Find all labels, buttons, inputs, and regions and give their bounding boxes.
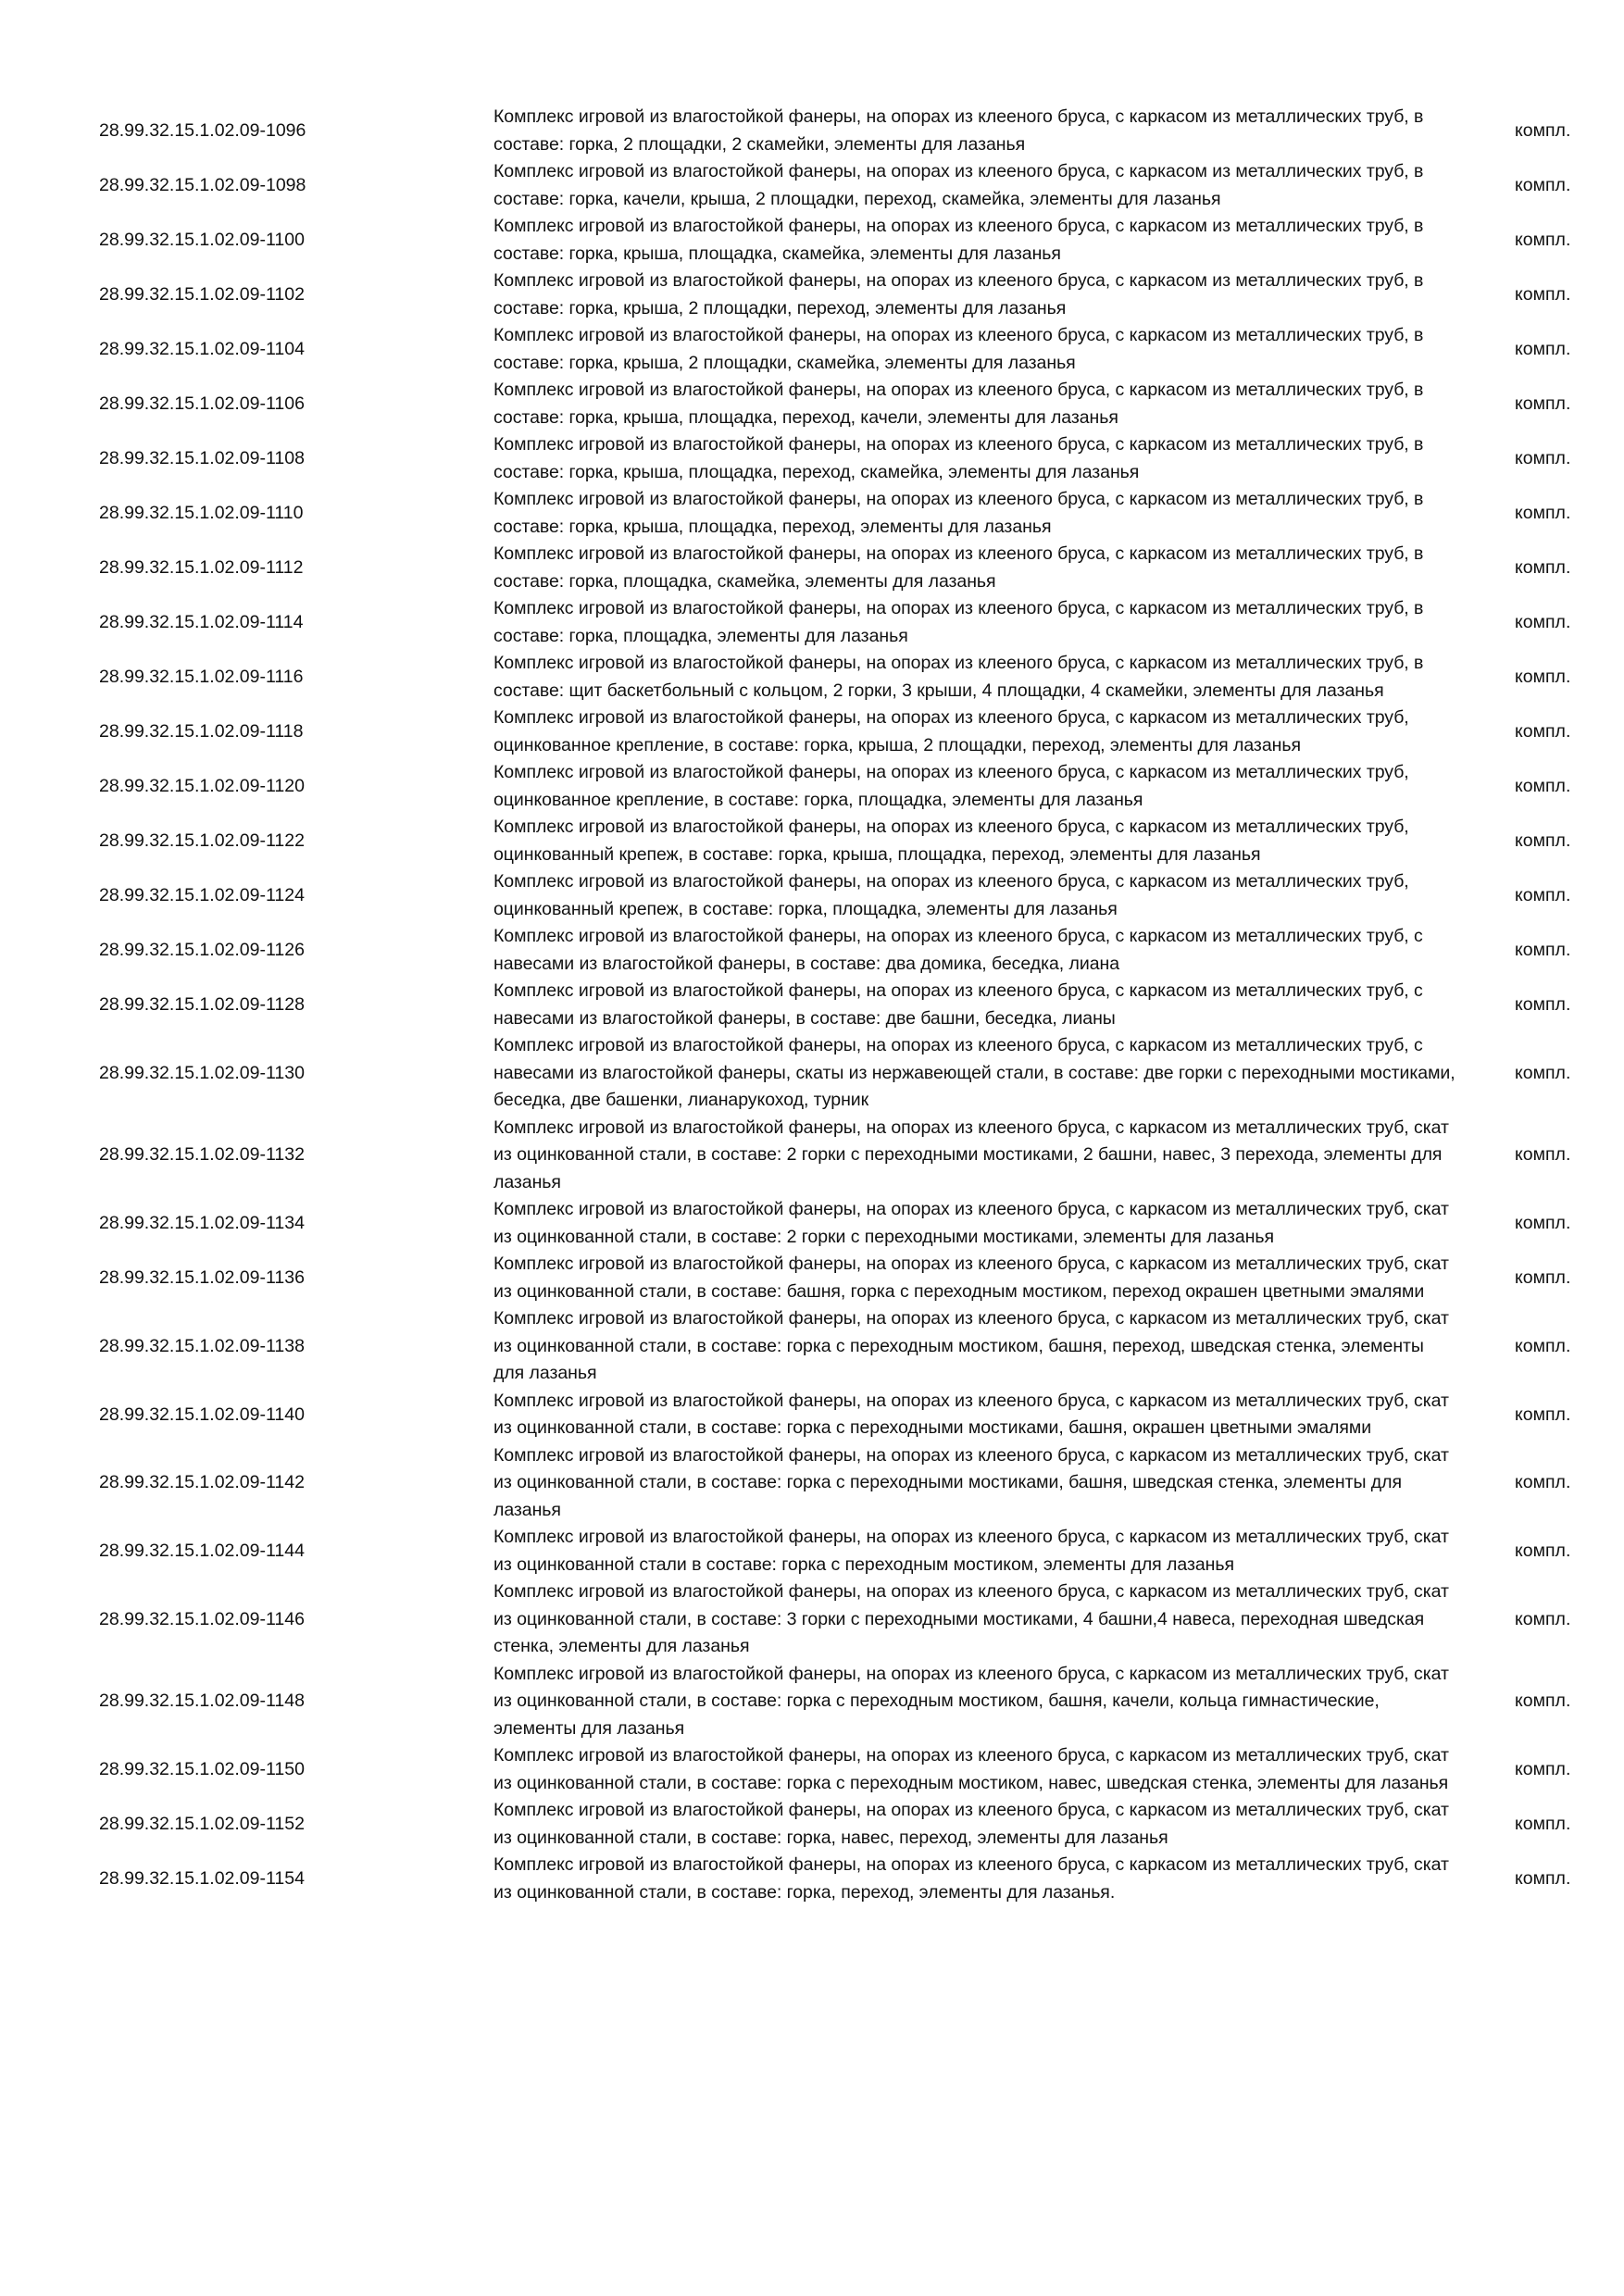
item-code: 28.99.32.15.1.02.09-1138 (99, 1335, 305, 1356)
item-description: Комплекс игровой из влагостойкой фанеры, на опорах из клееного бруса, с каркасом из металлических труб, скат из оцинкованной стали, в составе: башня, горка с переходным мостиком, переход окрашен цветными эмалями (493, 1254, 1449, 1302)
item-code: 28.99.32.15.1.02.09-1102 (99, 284, 305, 305)
item-description: Комплекс игровой из влагостойкой фанеры, на опорах из клееного бруса, с каркасом из металлических труб, оцинкованное крепление, в составе: горка, площадка, элементы для лазанья (493, 762, 1409, 810)
table-row (0, 1852, 1624, 1906)
item-unit: компл. (1515, 1267, 1571, 1288)
item-description: Комплекс игровой из влагостойкой фанеры, на опорах из клееного бруса, с каркасом из металлических труб, скат из оцинкованной стали, в составе: горка с переходными мостиками, башня, окрашен цветными эмалями (493, 1390, 1449, 1438)
item-code: 28.99.32.15.1.02.09-1100 (99, 230, 305, 250)
item-unit: компл. (1515, 994, 1571, 1015)
table-row (0, 868, 1624, 923)
table-row (0, 1032, 1624, 1115)
item-description: Комплекс игровой из влагостойкой фанеры, на опорах из клееного бруса, с каркасом из металлических труб, в составе: горка, крыша, площадка, переход, качели, элементы для лазанья (493, 380, 1424, 428)
item-unit: компл. (1515, 1472, 1571, 1493)
item-code: 28.99.32.15.1.02.09-1154 (99, 1868, 305, 1889)
item-unit: компл. (1515, 1213, 1571, 1233)
item-unit: компл. (1515, 557, 1571, 578)
item-code: 28.99.32.15.1.02.09-1134 (99, 1213, 305, 1233)
item-code: 28.99.32.15.1.02.09-1142 (99, 1472, 305, 1493)
item-description: Комплекс игровой из влагостойкой фанеры, на опорах из клееного бруса, с каркасом из металлических труб, скат из оцинкованной стали, в составе: горка с переходными мостиками, башня, шведская стенка, элементы для лазанья (493, 1444, 1449, 1520)
item-unit: компл. (1515, 1814, 1571, 1834)
item-code: 28.99.32.15.1.02.09-1096 (99, 120, 306, 141)
table-row (0, 541, 1624, 595)
item-code: 28.99.32.15.1.02.09-1122 (99, 830, 305, 851)
item-unit: компл. (1515, 175, 1571, 195)
table-row (0, 1524, 1624, 1578)
item-unit: компл. (1515, 1144, 1571, 1166)
item-description: Комплекс игровой из влагостойкой фанеры, на опорах из клееного бруса, с каркасом из металлических труб, с навесами из влагостойкой фанеры, в составе: два домика, беседка, лиана (493, 926, 1423, 974)
item-unit: компл. (1515, 1691, 1571, 1712)
item-unit: компл. (1515, 1404, 1571, 1425)
item-description: Комплекс игровой из влагостойкой фанеры, на опорах из клееного бруса, с каркасом из металлических труб, в составе: горка, площадка, скамейка, элементы для лазанья (493, 543, 1424, 592)
item-code: 28.99.32.15.1.02.09-1136 (99, 1267, 305, 1288)
table-row (0, 978, 1624, 1032)
table-row (0, 322, 1624, 377)
item-code: 28.99.32.15.1.02.09-1110 (99, 503, 304, 523)
item-unit: компл. (1515, 1868, 1571, 1889)
item-description: Комплекс игровой из влагостойкой фанеры, на опорах из клееного бруса, с каркасом из металлических труб, скат из оцинкованной стали, в составе: горка с переходным мостиком, башня, переход, шведская стенка, элементы для лазанья (493, 1308, 1449, 1383)
table-row (0, 213, 1624, 268)
item-description: Комплекс игровой из влагостойкой фанеры, на опорах из клееного бруса, с каркасом из металлических труб, скат из оцинкованной стали, в составе: горка, навес, переход, элементы для лазанья (493, 1800, 1449, 1848)
item-description: Комплекс игровой из влагостойкой фанеры, на опорах из клееного бруса, с каркасом из металлических труб, скат из оцинкованной стали, в составе: горка, переход, элементы для лазанья. (493, 1854, 1449, 1903)
item-description: Комплекс игровой из влагостойкой фанеры, на опорах из клееного бруса, с каркасом из металлических труб, в составе: щит баскетбольный с кольцом, 2 горки, 3 крыши, 4 площадки, 4 скамейки, элементы для лазанья (493, 653, 1424, 701)
table-row (0, 1797, 1624, 1852)
item-unit: компл. (1515, 120, 1571, 141)
table-row (0, 923, 1624, 978)
item-unit: компл. (1515, 940, 1571, 960)
table-row (0, 1388, 1624, 1442)
item-code: 28.99.32.15.1.02.09-1148 (99, 1691, 305, 1712)
item-unit: компл. (1515, 1608, 1571, 1629)
item-description: Комплекс игровой из влагостойкой фанеры, на опорах из клееного бруса, с каркасом из металлических труб, скат из оцинкованной стали, в составе: горка с переходным мостиком, башня, качели, кольца гимнастические, элементы для лазанья (493, 1663, 1449, 1739)
item-unit: компл. (1515, 1759, 1571, 1779)
item-code: 28.99.32.15.1.02.09-1124 (99, 885, 305, 905)
item-code: 28.99.32.15.1.02.09-1132 (99, 1144, 305, 1166)
table-row (0, 104, 1624, 158)
item-description: Комплекс игровой из влагостойкой фанеры, на опорах из клееного бруса, с каркасом из металлических труб, оцинкованный крепеж, в составе: горка, площадка, элементы для лазанья (493, 871, 1409, 919)
item-unit: компл. (1515, 503, 1571, 523)
item-unit: компл. (1515, 339, 1571, 359)
item-unit: компл. (1515, 721, 1571, 742)
item-code: 28.99.32.15.1.02.09-1120 (99, 776, 305, 796)
table-row (0, 650, 1624, 705)
item-description: Комплекс игровой из влагостойкой фанеры, на опорах из клееного бруса, с каркасом из металлических труб, скат из оцинкованной стали, в составе: 3 горки с переходными мостиками, 4 башни,4 навеса, переходная шведская стенка, элементы для лазанья (493, 1581, 1449, 1656)
item-description: Комплекс игровой из влагостойкой фанеры, на опорах из клееного бруса, с каркасом из металлических труб, в составе: горка, площадка, элементы для лазанья (493, 598, 1424, 646)
item-description: Комплекс игровой из влагостойкой фанеры, на опорах из клееного бруса, с каркасом из металлических труб, в составе: горка, крыша, 2 площадки, скамейка, элементы для лазанья (493, 325, 1424, 373)
table-row (0, 1742, 1624, 1797)
item-description: Комплекс игровой из влагостойкой фанеры, на опорах из клееного бруса, с каркасом из металлических труб, в составе: горка, 2 площадки, 2 скамейки, элементы для лазанья (493, 106, 1424, 155)
item-unit: компл. (1515, 612, 1571, 632)
item-description: Комплекс игровой из влагостойкой фанеры, на опорах из клееного бруса, с каркасом из металлических труб, скат из оцинкованной стали в составе: горка с переходным мостиком, элементы для лазанья (493, 1527, 1449, 1575)
item-code: 28.99.32.15.1.02.09-1144 (99, 1541, 305, 1561)
item-unit: компл. (1515, 230, 1571, 250)
item-description: Комплекс игровой из влагостойкой фанеры, на опорах из клееного бруса, с каркасом из металлических труб, скат из оцинкованной стали, в составе: 2 горки с переходными мостиками, элементы для лазанья (493, 1199, 1449, 1247)
table-row (0, 705, 1624, 759)
item-code: 28.99.32.15.1.02.09-1098 (99, 175, 306, 195)
item-unit: компл. (1515, 776, 1571, 796)
item-code: 28.99.32.15.1.02.09-1130 (99, 1062, 305, 1083)
item-unit: компл. (1515, 667, 1571, 687)
item-code: 28.99.32.15.1.02.09-1108 (99, 448, 305, 468)
item-unit: компл. (1515, 830, 1571, 851)
item-description: Комплекс игровой из влагостойкой фанеры, на опорах из клееного бруса, с каркасом из металлических труб, с навесами из влагостойкой фанеры, в составе: две башни, беседка, лианы (493, 980, 1423, 1029)
table-row (0, 1661, 1624, 1743)
table-row (0, 1115, 1624, 1197)
item-code: 28.99.32.15.1.02.09-1116 (99, 667, 304, 687)
table-row (0, 1578, 1624, 1661)
table-row (0, 1196, 1624, 1251)
item-code: 28.99.32.15.1.02.09-1104 (99, 339, 305, 359)
table-row (0, 377, 1624, 431)
item-code: 28.99.32.15.1.02.09-1140 (99, 1404, 305, 1425)
item-unit: компл. (1515, 885, 1571, 905)
item-description: Комплекс игровой из влагостойкой фанеры, на опорах из клееного бруса, с каркасом из металлических труб, в составе: горка, крыша, площадка, скамейка, элементы для лазанья (493, 216, 1424, 264)
item-unit: компл. (1515, 1541, 1571, 1561)
item-code: 28.99.32.15.1.02.09-1118 (99, 721, 304, 742)
table-row (0, 1305, 1624, 1388)
item-unit: компл. (1515, 284, 1571, 305)
table-row (0, 268, 1624, 322)
item-code: 28.99.32.15.1.02.09-1126 (99, 940, 305, 960)
item-description: Комплекс игровой из влагостойкой фанеры, на опорах из клееного бруса, с каркасом из металлических труб, в составе: горка, качели, крыша, 2 площадки, переход, скамейка, элементы для лазанья (493, 161, 1424, 209)
table-row (0, 759, 1624, 814)
item-unit: компл. (1515, 1335, 1571, 1356)
table-row (0, 431, 1624, 486)
item-code: 28.99.32.15.1.02.09-1152 (99, 1814, 305, 1834)
table-row (0, 1442, 1624, 1525)
item-unit: компл. (1515, 393, 1571, 414)
table-row (0, 486, 1624, 541)
item-description: Комплекс игровой из влагостойкой фанеры, на опорах из клееного бруса, с каркасом из металлических труб, скат из оцинкованной стали, в составе: 2 горки с переходными мостиками, 2 башни, навес, 3 перехода, элементы для лазанья (493, 1117, 1449, 1192)
item-description: Комплекс игровой из влагостойкой фанеры, на опорах из клееного бруса, с каркасом из металлических труб, в составе: горка, крыша, 2 площадки, переход, элементы для лазанья (493, 270, 1424, 318)
item-code: 28.99.32.15.1.02.09-1150 (99, 1759, 305, 1779)
table-row (0, 1251, 1624, 1305)
table-row (0, 158, 1624, 213)
item-unit: компл. (1515, 448, 1571, 468)
item-unit: компл. (1515, 1062, 1571, 1083)
item-description: Комплекс игровой из влагостойкой фанеры, на опорах из клееного бруса, с каркасом из металлических труб, оцинкованное крепление, в составе: горка, крыша, 2 площадки, переход, элементы для лазанья (493, 707, 1409, 755)
item-code: 28.99.32.15.1.02.09-1112 (99, 557, 304, 578)
table-row (0, 814, 1624, 868)
price-list-table (0, 104, 1624, 1906)
item-code: 28.99.32.15.1.02.09-1146 (99, 1608, 305, 1629)
item-description: Комплекс игровой из влагостойкой фанеры, на опорах из клееного бруса, с каркасом из металлических труб, скат из оцинкованной стали, в составе: горка с переходным мостиком, навес, шведская стенка, элементы для лазанья (493, 1745, 1449, 1793)
item-code: 28.99.32.15.1.02.09-1106 (99, 393, 305, 414)
item-description: Комплекс игровой из влагостойкой фанеры, на опорах из клееного бруса, с каркасом из металлических труб, с навесами из влагостойкой фанеры, скаты из нержавеющей стали, в составе: две горки с переходными мостиками, беседка, две башенки, лианарукоход, турник (493, 1035, 1455, 1110)
item-description: Комплекс игровой из влагостойкой фанеры, на опорах из клееного бруса, с каркасом из металлических труб, в составе: горка, крыша, площадка, переход, элементы для лазанья (493, 489, 1424, 537)
item-code: 28.99.32.15.1.02.09-1128 (99, 994, 305, 1015)
item-description: Комплекс игровой из влагостойкой фанеры, на опорах из клееного бруса, с каркасом из металлических труб, оцинкованный крепеж, в составе: горка, крыша, площадка, переход, элементы для лазанья (493, 817, 1409, 865)
item-code: 28.99.32.15.1.02.09-1114 (99, 612, 304, 632)
item-description: Комплекс игровой из влагостойкой фанеры, на опорах из клееного бруса, с каркасом из металлических труб, в составе: горка, крыша, площадка, переход, скамейка, элементы для лазанья (493, 434, 1424, 482)
table-row (0, 595, 1624, 650)
